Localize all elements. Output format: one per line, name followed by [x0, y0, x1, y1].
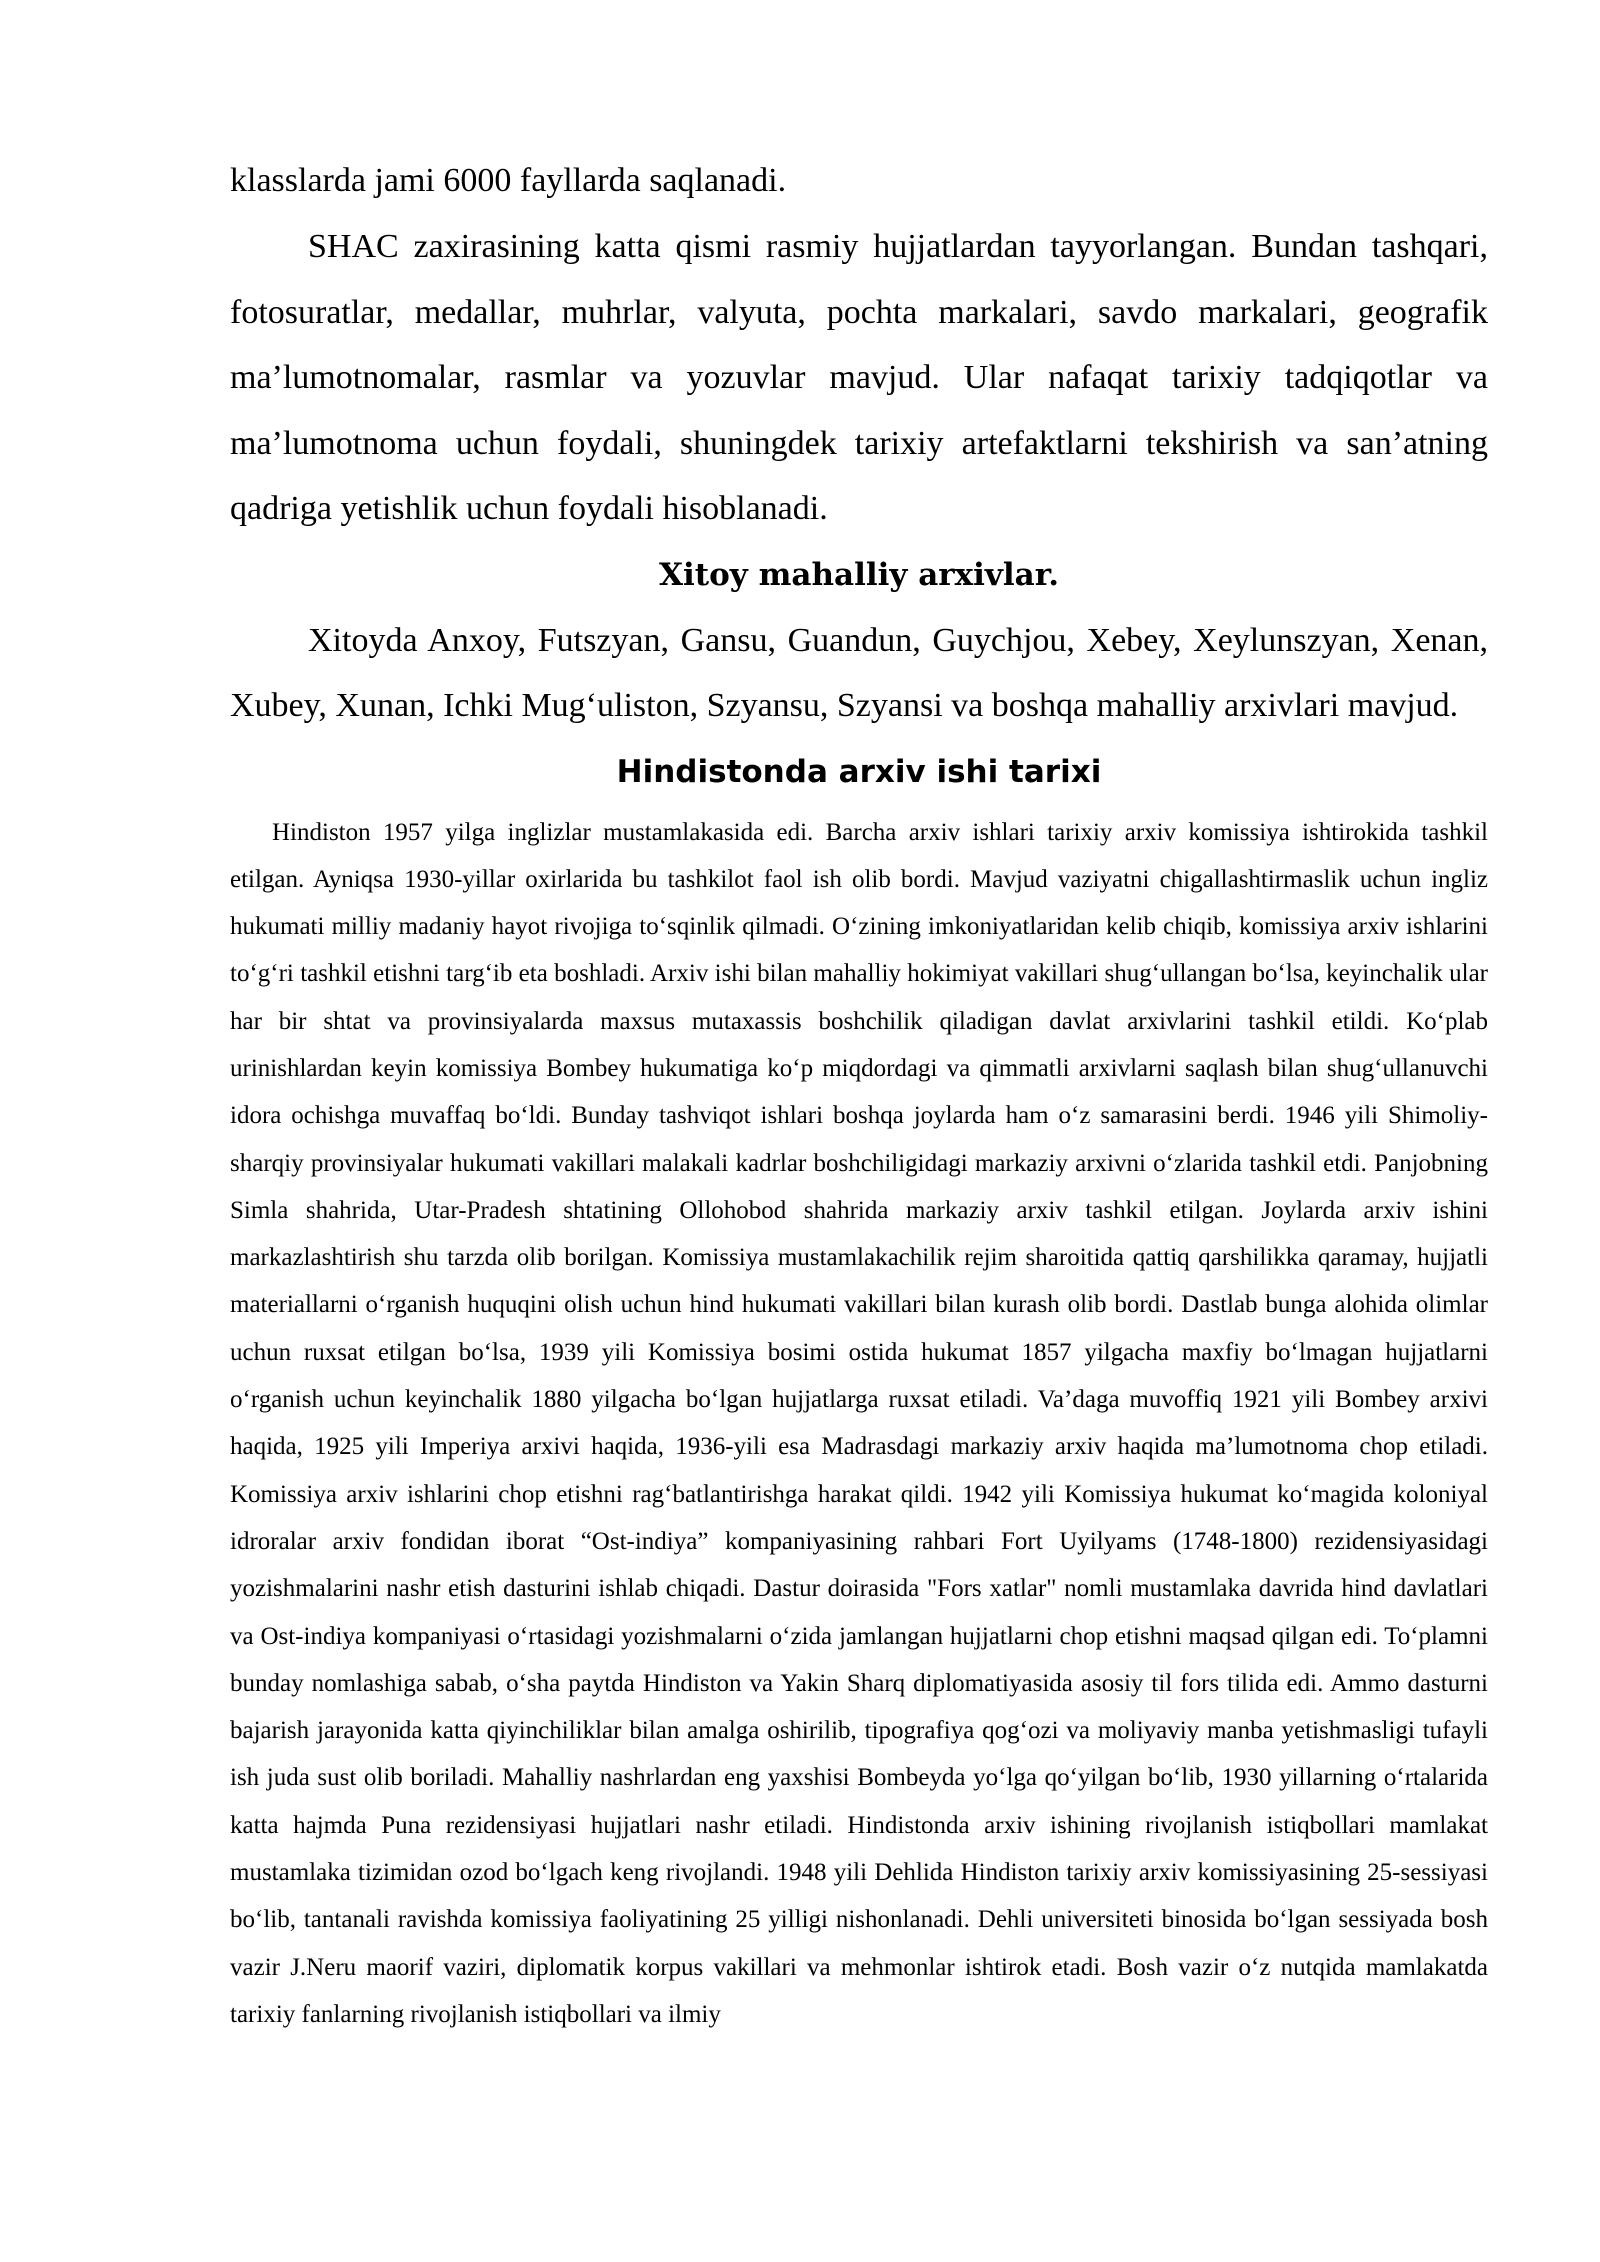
- paragraph-india: Hindiston 1957 yilga inglizlar mustamlakasida edi. Barcha arxiv ishlari tarixiy arxiv komissiya ishtirokida tashkil etilgan. Ayniqsa 1930-yillar oxirlarida bu tashkilot faol ish olib bordi. Mavjud vaziyatni chigallashtirmaslik uchun ingliz hukumati milliy madaniy hayot rivojiga to‘sqinlik qilmadi. O‘zining imkoniyatlaridan kelib chiqib, komissiya arxiv ishlarini to‘g‘ri tashkil etishni targ‘ib eta boshladi. Arxiv ishi bilan mahalliy hokimiyat vakillari shug‘ullangan bo‘lsa, keyinchalik ular har bir shtat va provinsiyalarda maxsus mutaxassis boshchilik qiladigan davlat arxivlarini tashkil etildi. Ko‘plab urinishlardan keyin komissiya Bombey hukumatiga ko‘p miqdordagi va qimmatli arxivlarni saqlash bilan shug‘ullanuvchi idora ochishga muvaffaq bo‘ldi. Bunday tashviqot ishlari boshqa joylarda ham o‘z samarasini berdi. 1946 yili Shimoliy-sharqiy provinsiyalar hukumati vakillari malakali kadrlar boshchiligidagi markaziy arxivni o‘zlarida tashkil etdi. Panjobning Simla shahrida, Utar-Pradesh shtatining Ollohobod shahrida markaziy arxiv tashkil etilgan. Joylarda arxiv ishini markazlashtirish shu tarzda olib borilgan. Komissiya mustamlakachilik rejim sharoitida qattiq qarshilikka qaramay, hujjatli materiallarni o‘rganish huquqini olish uchun hind hukumati vakillari bilan kurash olib bordi. Dastlab bunga alohida olimlar uchun ruxsat etilgan bo‘lsa, 1939 yili Komissiya bosimi ostida hukumat 1857 yilgacha maxfiy bo‘lmagan hujjatlarni o‘rganish uchun keyinchalik 1880 yilgacha bo‘lgan hujjatlarga ruxsat etiladi. Va’daga muvoffiq 1921 yili Bombey arxivi haqida, 1925 yili Imperiya arxivi haqida, 1936-yili esa Madrasdagi markaziy arxiv haqida ma’lumotnoma chop etiladi. Komissiya arxiv ishlarini chop etishni rag‘batlantirishga harakat qildi. 1942 yili Komissiya hukumat ko‘magida koloniyal idroralar arxiv fondidan iborat “Ost-indiya” kompaniyasining rahbari Fort Uyilyams (1748-1800) rezidensiyasidagi yozishmalarini nashr etish dasturini ishlab chiqadi. Dastur doirasida "Fors xatlar" nomli mustamlaka davrida hind davlatlari va Ost-indiya kompaniyasi o‘rtasidagi yozishmalarni o‘zida jamlangan hujjatlarni chop etishni maqsad qilgan edi. To‘plamni bunday nomlashiga sabab, o‘sha paytda Hindiston va Yakin Sharq diplomatiyasida asosiy til fors tilida edi. Ammo dasturni bajarish jarayonida katta qiyinchiliklar bilan amalga oshirilib, tipografiya qog‘ozi va moliyaviy manba yetishmasligi tufayli ish juda sust olib boriladi. Mahalliy nashrlardan eng yaxshisi Bombeyda yo‘lga qo‘yilgan bo‘lib, 1930 yillarning o‘rtalarida katta hajmda Puna rezidensiyasi hujjatlari nashr etiladi. Hindistonda arxiv ishining rivojlanish istiqbollari mamlakat mustamlaka tizimidan ozod bo‘lgach keng rivojlandi. 1948 yili Dehlida Hindiston tarixiy arxiv komissiyasining 25-sessiyasi bo‘lib, tantanali ravishda komissiya faoliyatining 25 yilligi nishonlanadi. Dehli universiteti binosida bo‘lgan sessiyada bosh vazir J.Neru maorif vaziri, diplomatik korpus vakillari va mehmonlar ishtirok etadi. Bosh vazir o‘z nutqida mamlakatda tarixiy fanlarning rivojlanish istiqbollari va ilmiy: [230, 818, 1488, 2028]
- paragraph-china: Xitoyda Anxoy, Futszyan, Gansu, Guandun, Guychjou, Xebey, Xeylunszyan, Xenan, Xubey, Xunan, Ichki Mug‘uliston, Szyansu, Szyansi va boshqa mahalliy arxivlari mavjud.: [230, 621, 1488, 724]
- paragraph-shac: SHAC zaxirasining katta qismi rasmiy hujjatlardan tayyorlangan. Bundan tashqari, fotosuratlar, medallar, muhrlar, valyuta, pochta markalari, savdo markalari, geografik ma’lumotnomalar, rasmlar va yozuvlar mavjud. Ular nafaqat tarixiy tadqiqotlar va ma’lumotnoma uchun foydali, shuningdek tarixiy artefaktlarni tekshirish va san’atning qadriga yetishlik uchun foydali hisoblanadi.: [230, 228, 1488, 527]
- heading-india-archives: Hindistonda arxiv ishi tarixi: [616, 753, 1102, 790]
- intro-line: klasslarda jami 6000 fayllarda saqlanadi.: [230, 162, 787, 199]
- heading-china-archives: Xitoy mahalliy arxivlar.: [658, 556, 1060, 593]
